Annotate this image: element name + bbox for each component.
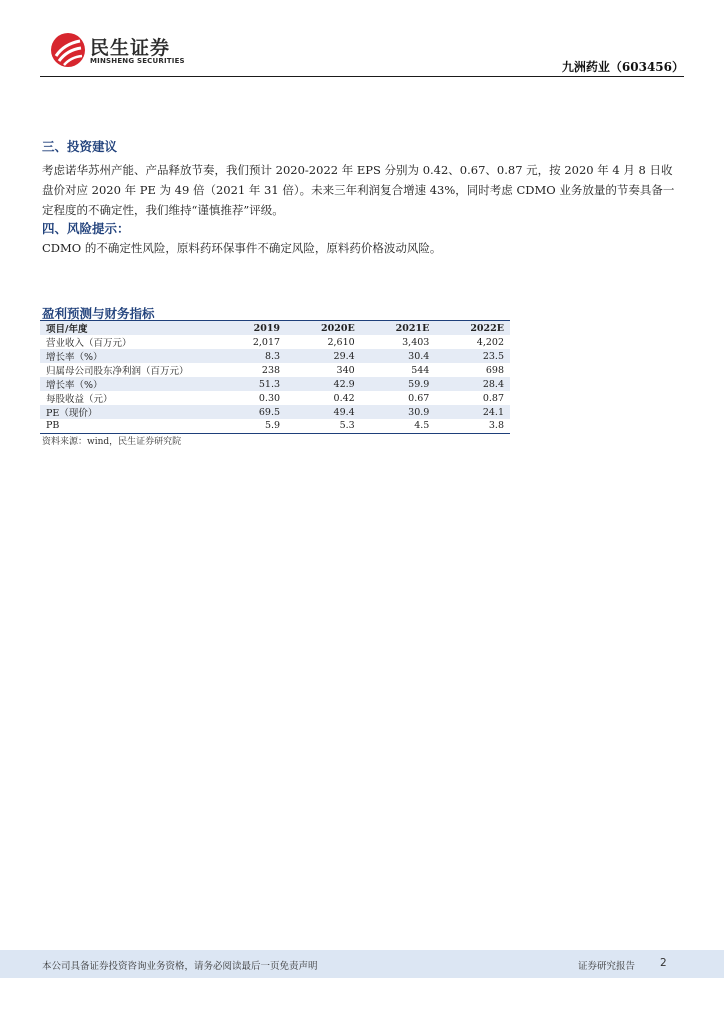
row-label: PE（现价） [46,408,98,419]
header-cell: 项目/年度 [46,324,88,335]
company-ticker: 九洲药业（603456） [561,60,684,74]
row-label: 增长率（%） [46,380,103,391]
table-cell: 5.3 [339,420,355,432]
table-cell: 29.4 [333,350,355,362]
table-cell: 23.5 [482,350,504,362]
table-cell: 49.4 [333,406,355,418]
company-logo [50,32,190,68]
risk-paragraph: CDMO 的不确定性风险，原料药环保事件不确定风险，原料药价格波动风险。 [42,241,442,255]
table-cell: 0.42 [333,392,355,404]
table-cell: 24.1 [482,406,504,418]
table-header-row [40,321,510,335]
forecast-table [40,321,510,433]
table-row [40,377,510,391]
footer-disclaimer: 本公司具备证券投资咨询业务资格，请务必阅读最后一页免责声明 [42,961,318,972]
table-cell: 0.87 [482,392,504,404]
row-label: PB [46,420,60,432]
header-cell: 2020E [321,322,355,334]
table-cell: 4,202 [476,336,504,348]
page-header [0,0,724,78]
table-cell: 4.5 [414,420,430,432]
section-title-risk: 四、风险提示： [42,221,130,236]
table-cell: 3,403 [402,336,430,348]
table-cell: 0.30 [258,392,281,404]
row-label: 每股收益（元） [46,394,113,405]
logo-chinese-text: 民生证券 [90,37,171,59]
investment-paragraph: 考虑诺华苏州产能、产品释放节奏，我们预计 2020-2022 年 EPS 分别为 0.42、0.67、0.87 元，按 2020 年 4 月 8 日收盘价对应 2020 年 PE 为 49 倍（2021 年 31 倍）。未来三年利润复合增速 43%，同时考虑 CDMO 业务放量的节奏具备一定程度的不确定性，我们维持“谨慎推荐”评级。 [42,163,675,217]
table-cell: 340 [336,364,355,376]
table-cell: 28.4 [482,378,504,390]
table-cell: 8.3 [264,350,281,362]
header-cell: 2019 [253,322,281,334]
section-title-investment: 三、投资建议 [42,139,118,154]
table-cell: 42.9 [333,378,355,390]
row-label: 营业收入（百万元） [46,338,132,349]
table-row [40,391,510,405]
logo-english-text: MINSHENG SECURITIES [90,57,185,65]
forecast-table-container [40,320,510,434]
header-divider [40,76,684,77]
table-cell: 0.67 [408,392,430,404]
table-cell: 59.9 [408,378,430,390]
table-cell: 69.5 [258,406,281,418]
page-footer [0,950,724,978]
table-cell: 698 [485,364,504,376]
page-number: 2 [660,957,667,969]
header-cell: 2022E [470,322,504,334]
footer-report-type: 证券研究报告 [578,961,636,972]
table-row [40,419,510,433]
table-cell: 5.9 [264,420,281,432]
table-title: 盈利预测与财务指标 [42,306,155,321]
table-cell: 544 [411,364,430,376]
table-cell: 2,610 [327,336,355,348]
table-cell: 30.4 [408,350,430,362]
table-source-note: 资料来源：wind，民生证券研究院 [42,437,182,447]
row-label: 归属母公司股东净利润（百万元） [46,366,189,377]
table-row [40,349,510,363]
header-cell: 2021E [395,322,430,334]
row-label: 增长率（%） [46,352,103,363]
minsheng-logo-icon [50,32,86,68]
table-cell: 238 [261,364,281,376]
table-cell: 2,017 [252,336,281,348]
table-cell: 51.3 [258,378,281,390]
table-row [40,335,510,349]
table-cell: 3.8 [488,420,504,432]
table-cell: 30.9 [408,406,430,418]
table-row [40,363,510,377]
table-row [40,405,510,419]
